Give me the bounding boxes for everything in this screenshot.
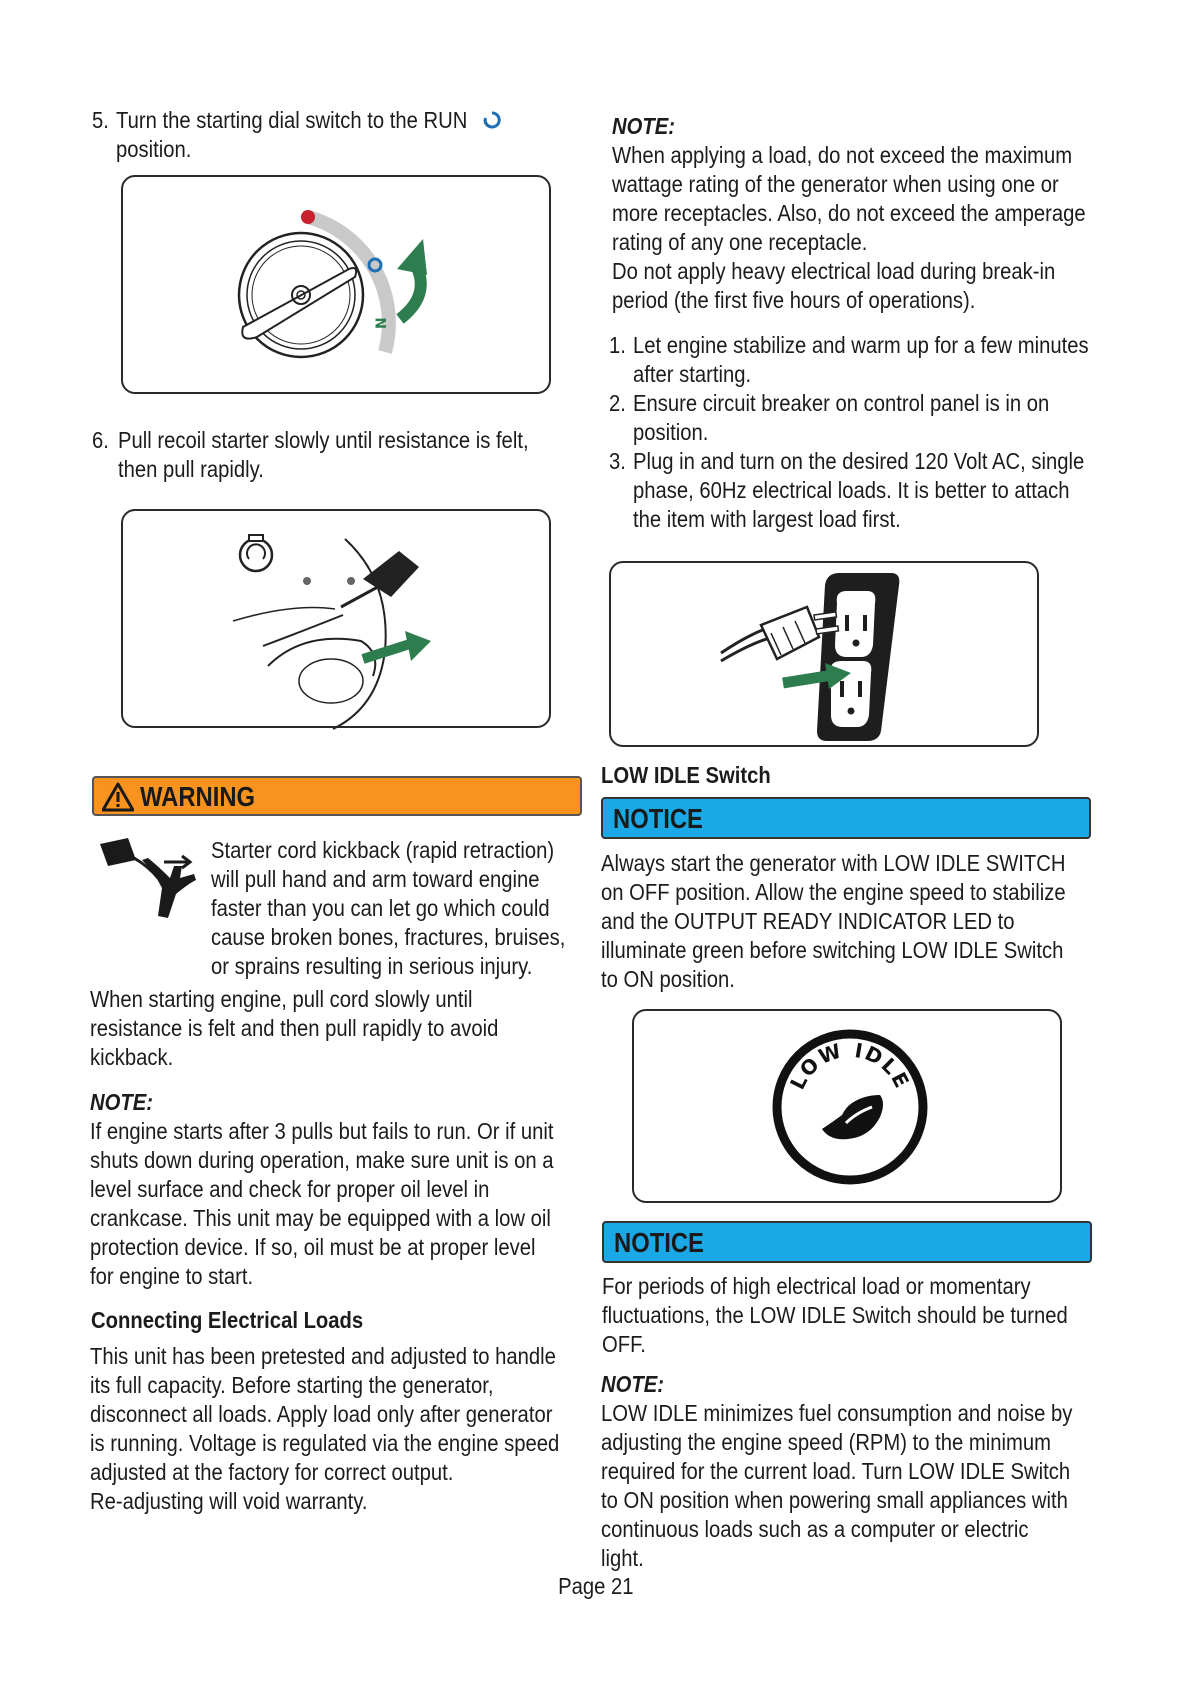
notice-2-line-2: fluctuations, the LOW IDLE Switch should be turned — [602, 1302, 1068, 1328]
starting-dial-figure — [121, 175, 551, 394]
step-1-text-cont: after starting. — [633, 361, 752, 387]
notice-1-line-4: illuminate green before switching LOW IDLE Switch — [601, 937, 1064, 963]
right-note-line-2: wattage rating of the generator when using one or — [612, 171, 1059, 197]
step-3-text-cont: phase, 60Hz electrical loads. It is better to attach — [633, 477, 1070, 503]
left-note-line-4: crankcase. This unit may be equipped with a low oil — [90, 1205, 551, 1231]
connecting-line-3: disconnect all loads. Apply load only after generator — [90, 1401, 553, 1427]
warning-triangle-icon — [102, 782, 134, 812]
low-idle-note-line-3: required for the current load. Turn LOW IDLE Switch — [601, 1458, 1071, 1484]
step-3-text-cont-2: the item with largest load first. — [633, 506, 901, 532]
left-note-line-6: for engine to start. — [90, 1263, 254, 1289]
page-number-text: Page 21 — [557, 1573, 634, 1599]
connecting-line-1: This unit has been pretested and adjusted to handle — [90, 1343, 556, 1369]
warning-title: WARNING — [140, 781, 256, 812]
step-2-number: 2. — [609, 390, 626, 416]
notice-2-line-3: OFF. — [602, 1331, 646, 1357]
warning-line-1: Starter cord kickback (rapid retraction) — [211, 837, 555, 863]
right-note-line-6: period (the first five hours of operations). — [612, 287, 976, 313]
kickback-hand-icon — [98, 836, 202, 922]
right-note-line-4: rating of any one receptacle. — [612, 229, 868, 255]
right-note-line-5: Do not apply heavy electrical load during break-in — [612, 258, 1056, 284]
run-loop-icon — [482, 110, 502, 130]
left-note-line-2: shuts down during operation, make sure unit is on a — [90, 1147, 554, 1173]
notice-1-line-2: on OFF position. Allow the engine speed to stabilize — [601, 879, 1066, 905]
left-note-line-5: protection device. If so, oil must be at proper level — [90, 1234, 536, 1260]
low-idle-note-line-1: LOW IDLE minimizes fuel consumption and noise by — [601, 1400, 1073, 1426]
warning-follow-2: resistance is felt and then pull rapidly to avoid — [90, 1015, 499, 1041]
step-5-text-cont: position. — [116, 136, 192, 162]
notice-2-line-1: For periods of high electrical load or momentary — [602, 1273, 1031, 1299]
recoil-starter-figure — [121, 509, 551, 728]
right-note-line-1: When applying a load, do not exceed the maximum — [612, 142, 1073, 168]
step-1-text: Let engine stabilize and warm up for a few minutes — [633, 332, 1089, 358]
low-idle-note-line-5: continuous loads such as a computer or electric — [601, 1516, 1029, 1542]
notice-2-title: NOTICE — [614, 1227, 704, 1258]
right-note-label: NOTE: — [612, 113, 675, 139]
plug-receptacle-figure — [609, 561, 1039, 747]
left-note-line-3: level surface and check for proper oil level in — [90, 1176, 490, 1202]
low-idle-note-line-2: adjusting the engine speed (RPM) to the minimum — [601, 1429, 1052, 1455]
low-idle-note-line-6: light. — [601, 1545, 644, 1571]
notice-bar-1 — [601, 797, 1091, 839]
warning-line-3: faster than you can let go which could — [211, 895, 550, 921]
connecting-line-4: is running. Voltage is regulated via the engine speed — [90, 1430, 560, 1456]
connecting-loads-heading: Connecting Electrical Loads — [91, 1307, 364, 1333]
step-6-number: 6. — [92, 427, 109, 453]
warning-follow-1: When starting engine, pull cord slowly until — [90, 986, 473, 1012]
dial-letter: N — [374, 317, 390, 329]
left-note-label: NOTE: — [90, 1089, 153, 1115]
notice-1-line-5: to ON position. — [601, 966, 735, 992]
warning-line-4: cause broken bones, fractures, bruises, — [211, 924, 566, 950]
notice-bar-2 — [602, 1221, 1092, 1263]
step-5-number: 5. — [92, 107, 109, 133]
off-position-dot — [301, 210, 315, 224]
warning-line-5: or sprains resulting in serious injury. — [211, 953, 533, 979]
notice-1-title: NOTICE — [613, 803, 703, 834]
page-number — [0, 1572, 1191, 1601]
low-idle-switch-heading: LOW IDLE Switch — [601, 762, 771, 788]
low-idle-note-line-4: to ON position when powering small appliances with — [601, 1487, 1068, 1513]
step-6-text: Pull recoil starter slowly until resistance is felt, — [118, 427, 529, 453]
left-note-line-1: If engine starts after 3 pulls but fails to run. Or if unit — [90, 1118, 554, 1144]
warning-line-2: will pull hand and arm toward engine — [211, 866, 540, 892]
connecting-line-5: adjusted at the factory for correct output. — [90, 1459, 454, 1485]
notice-1-line-1: Always start the generator with LOW IDLE SWITCH — [601, 850, 1066, 876]
low-idle-note-label: NOTE: — [601, 1371, 664, 1397]
step-5-text: Turn the starting dial switch to the RUN — [116, 107, 468, 133]
connecting-line-2: its full capacity. Before starting the generator, — [90, 1372, 494, 1398]
step-6-text-cont: then pull rapidly. — [118, 456, 264, 482]
warning-bar — [92, 776, 582, 816]
low-idle-icon-figure — [632, 1009, 1062, 1203]
step-3-number: 3. — [609, 448, 626, 474]
notice-1-line-3: and the OUTPUT READY INDICATOR LED to — [601, 908, 1015, 934]
step-2-text: Ensure circuit breaker on control panel is in on — [633, 390, 1050, 416]
low-idle-arc-text: LOW IDLE — [785, 1037, 915, 1094]
right-note-line-3: more receptacles. Also, do not exceed the amperage — [612, 200, 1086, 226]
step-3-text: Plug in and turn on the desired 120 Volt AC, single — [633, 448, 1085, 474]
step-1-number: 1. — [609, 332, 626, 358]
step-2-text-cont: position. — [633, 419, 709, 445]
connecting-line-6: Re-adjusting will void warranty. — [90, 1488, 368, 1514]
warning-follow-3: kickback. — [90, 1044, 174, 1070]
